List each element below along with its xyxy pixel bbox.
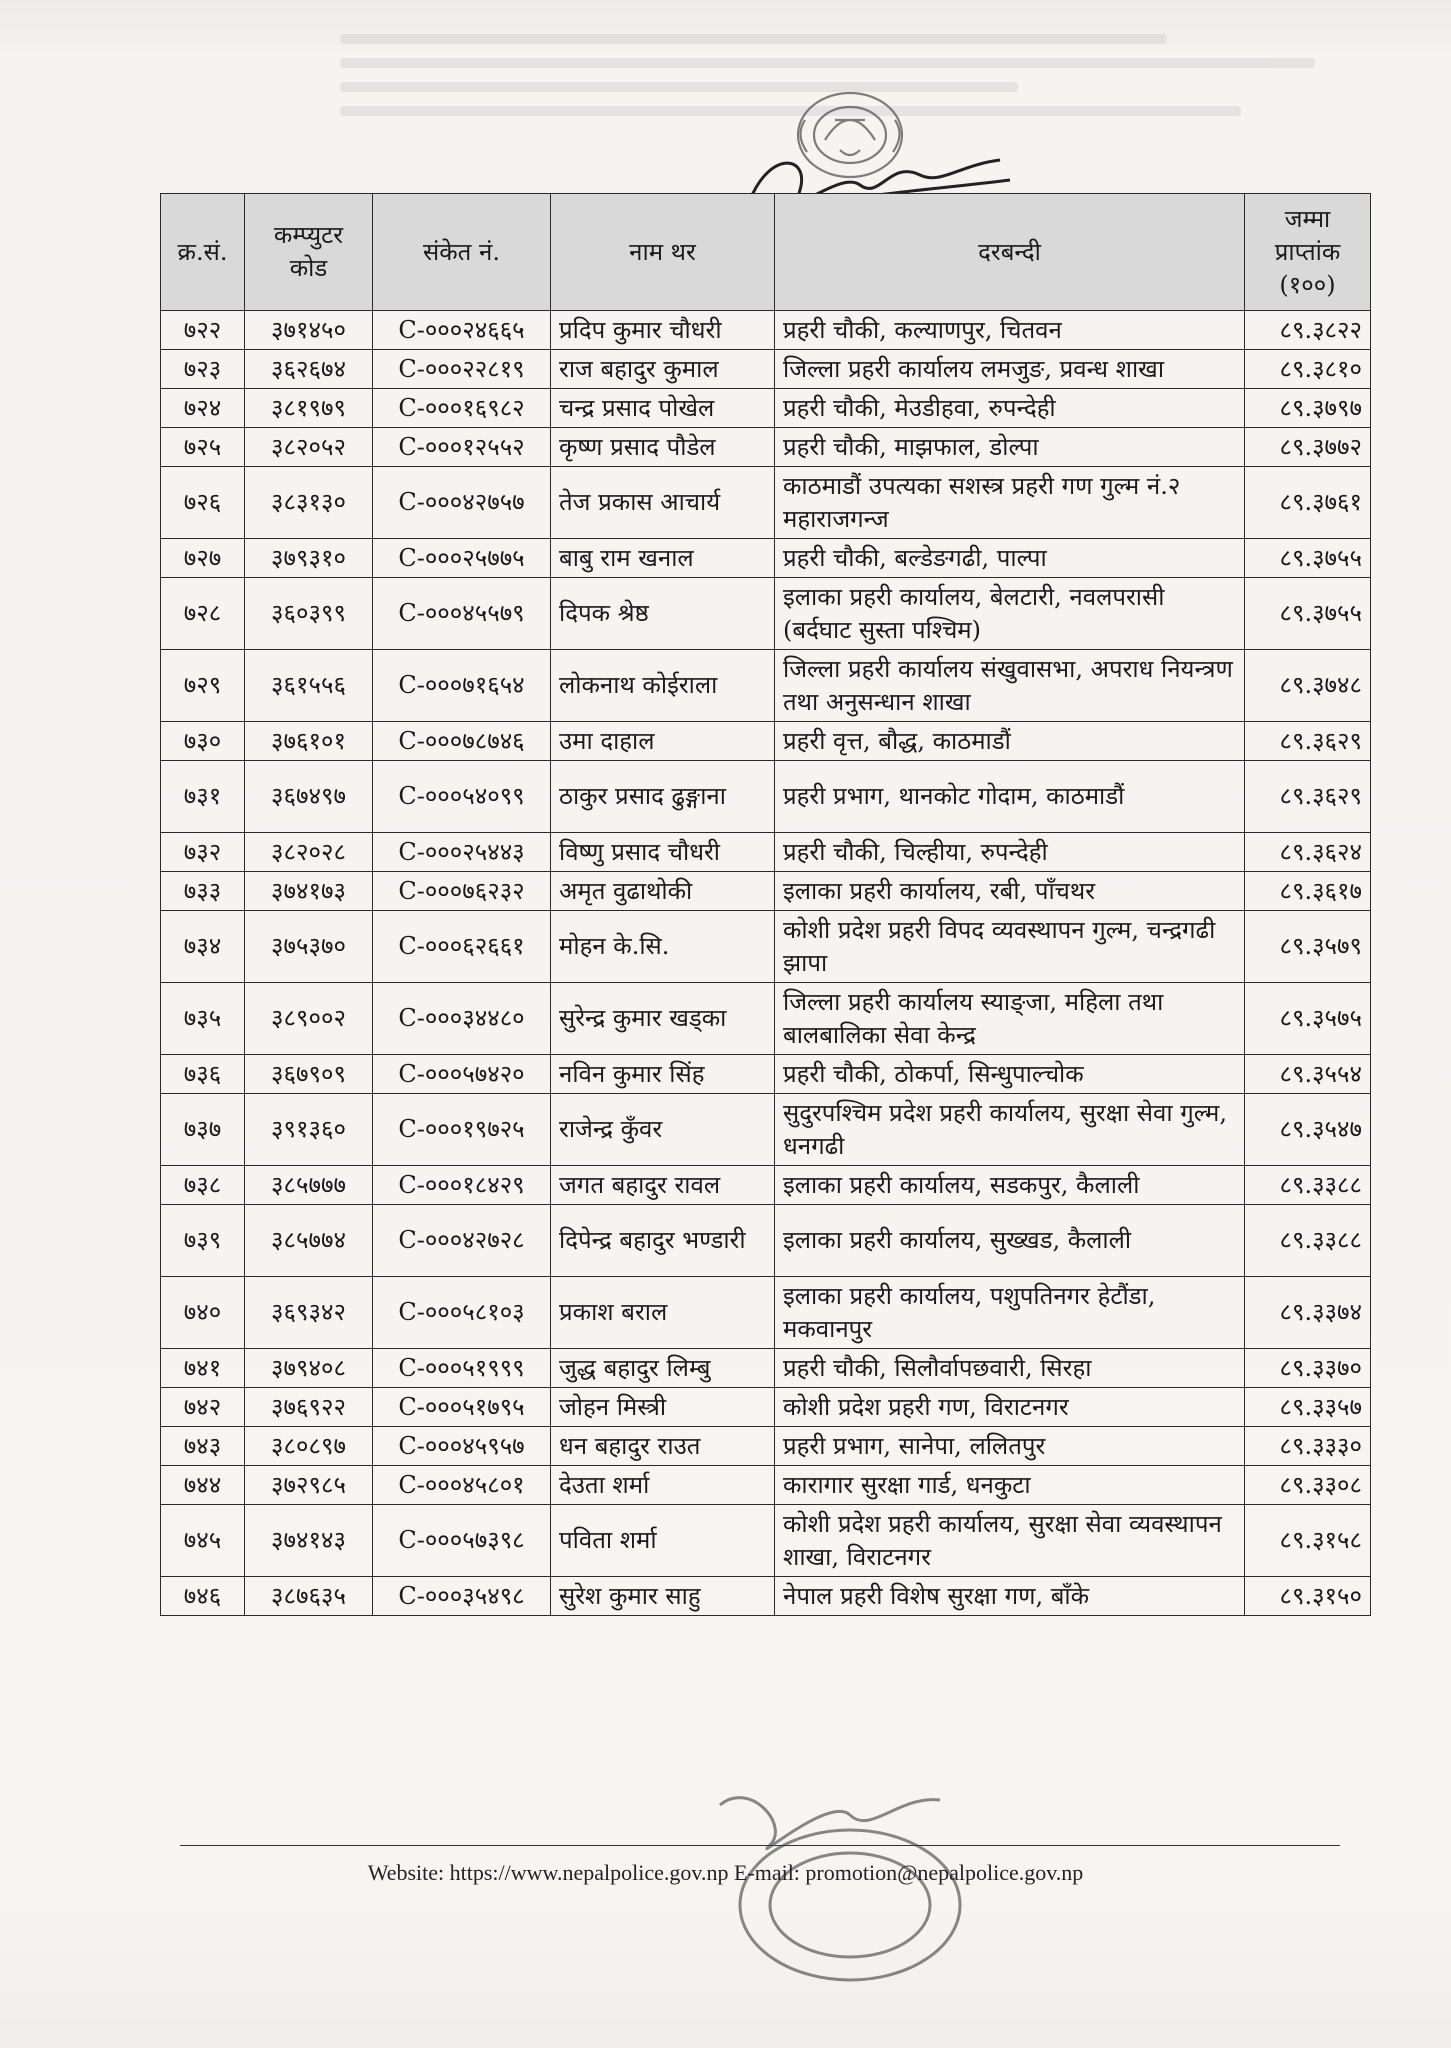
computer-code-cell: ३८३१३० — [245, 467, 373, 539]
table-row — [161, 1277, 1371, 1349]
total-score-cell: ८९.३७५५ — [1245, 578, 1371, 650]
name-cell: देउता शर्मा — [551, 1466, 775, 1505]
header-code-line2: कोड — [289, 254, 328, 282]
symbol-number-cell: C-०००२५४४३ — [373, 833, 551, 872]
total-score-cell: ८९.३५४७ — [1245, 1094, 1371, 1166]
total-score-cell: ८९.३१५० — [1245, 1577, 1371, 1616]
name-cell: अमृत वुढाथोकी — [551, 872, 775, 911]
name-cell: धन बहादुर राउत — [551, 1427, 775, 1466]
computer-code-cell: ३७९४०८ — [245, 1349, 373, 1388]
name-cell: पविता शर्मा — [551, 1505, 775, 1577]
symbol-number-cell: C-०००२४६६५ — [373, 311, 551, 350]
post-cell: इलाका प्रहरी कार्यालय, सडकपुर, कैलाली — [775, 1166, 1245, 1205]
table-row — [161, 650, 1371, 722]
serial-cell: ७२२ — [161, 311, 245, 350]
table-row — [161, 1055, 1371, 1094]
post-cell: प्रहरी चौकी, सिलौर्वापछवारी, सिरहा — [775, 1349, 1245, 1388]
post-cell: नेपाल प्रहरी विशेष सुरक्षा गण, बाँके — [775, 1577, 1245, 1616]
computer-code-cell: ३६१५५६ — [245, 650, 373, 722]
header-symbol-number: संकेत नं. — [373, 194, 551, 311]
symbol-number-cell: C-०००४२७२८ — [373, 1205, 551, 1277]
post-cell: कोशी प्रदेश प्रहरी गण, विराटनगर — [775, 1388, 1245, 1427]
header-score-line2: प्राप्तांक — [1274, 237, 1341, 266]
total-score-cell: ८९.३७७२ — [1245, 428, 1371, 467]
name-cell: प्रदिप कुमार चौधरी — [551, 311, 775, 350]
computer-code-cell: ३८९००२ — [245, 983, 373, 1055]
serial-cell: ७२९ — [161, 650, 245, 722]
table-row — [161, 833, 1371, 872]
computer-code-cell: ३६७४९७ — [245, 761, 373, 833]
serial-cell: ७३९ — [161, 1205, 245, 1277]
serial-cell: ७३२ — [161, 833, 245, 872]
computer-code-cell: ३८०८९७ — [245, 1427, 373, 1466]
total-score-cell: ८९.३७६१ — [1245, 467, 1371, 539]
total-score-cell: ८९.३६१७ — [1245, 872, 1371, 911]
serial-cell: ७३३ — [161, 872, 245, 911]
table-row — [161, 761, 1371, 833]
header-code-line1: कम्प्युटर — [273, 221, 344, 249]
computer-code-cell: ३८१९७९ — [245, 389, 373, 428]
total-score-cell: ८९.३३७४ — [1245, 1277, 1371, 1349]
table-row — [161, 428, 1371, 467]
symbol-number-cell: C-०००५७४२० — [373, 1055, 551, 1094]
name-cell: राजेन्द्र कुँवर — [551, 1094, 775, 1166]
serial-cell: ७२७ — [161, 539, 245, 578]
serial-cell: ७२४ — [161, 389, 245, 428]
header-score-line3: (१००) — [1279, 270, 1336, 299]
name-cell: जुद्ध बहादुर लिम्बु — [551, 1349, 775, 1388]
name-cell: कृष्ण प्रसाद पौडेल — [551, 428, 775, 467]
serial-cell: ७३५ — [161, 983, 245, 1055]
computer-code-cell: ३७४१४३ — [245, 1505, 373, 1577]
name-cell: चन्द्र प्रसाद पोखेल — [551, 389, 775, 428]
serial-cell: ७३७ — [161, 1094, 245, 1166]
total-score-cell: ८९.३३८८ — [1245, 1205, 1371, 1277]
post-cell: जिल्ला प्रहरी कार्यालय संखुवासभा, अपराध नियन्त्रण तथा अनुसन्धान शाखा — [775, 650, 1245, 722]
table-row — [161, 467, 1371, 539]
total-score-cell: ८९.३५५४ — [1245, 1055, 1371, 1094]
post-cell: इलाका प्रहरी कार्यालय, बेलटारी, नवलपरासी (बर्दघाट सुस्ता पश्चिम) — [775, 578, 1245, 650]
total-score-cell: ८९.३३८८ — [1245, 1166, 1371, 1205]
computer-code-cell: ३६२६७४ — [245, 350, 373, 389]
header-computer-code — [245, 194, 373, 311]
symbol-number-cell: C-०००३४४८० — [373, 983, 551, 1055]
name-cell: ठाकुर प्रसाद ढुङ्गाना — [551, 761, 775, 833]
symbol-number-cell: C-०००४२७५७ — [373, 467, 551, 539]
total-score-cell: ८९.३३०८ — [1245, 1466, 1371, 1505]
serial-cell: ७२५ — [161, 428, 245, 467]
computer-code-cell: ३८२०२८ — [245, 833, 373, 872]
table-row — [161, 539, 1371, 578]
computer-code-cell: ३७५३७० — [245, 911, 373, 983]
post-cell: सुदुरपश्चिम प्रदेश प्रहरी कार्यालय, सुरक्षा सेवा गुल्म, धनगढी — [775, 1094, 1245, 1166]
serial-cell: ७४१ — [161, 1349, 245, 1388]
symbol-number-cell: C-०००४५९५७ — [373, 1427, 551, 1466]
post-cell: प्रहरी चौकी, ठोकर्पा, सिन्धुपाल्चोक — [775, 1055, 1245, 1094]
footer-contact: Website: https://www.nepalpolice.gov.np E-mail: promotion@nepalpolice.gov.np — [367, 1860, 1084, 1885]
total-score-cell: ८९.३३७० — [1245, 1349, 1371, 1388]
symbol-number-cell: C-०००१८४२९ — [373, 1166, 551, 1205]
table-row — [161, 1577, 1371, 1616]
post-cell: प्रहरी चौकी, मेउडीहवा, रुपन्देही — [775, 389, 1245, 428]
symbol-number-cell: C-०००६२६६१ — [373, 911, 551, 983]
name-cell: मोहन के.सि. — [551, 911, 775, 983]
name-cell: राज बहादुर कुमाल — [551, 350, 775, 389]
serial-cell: ७३१ — [161, 761, 245, 833]
total-score-cell: ८९.३६२४ — [1245, 833, 1371, 872]
name-cell: लोकनाथ कोईराला — [551, 650, 775, 722]
total-score-cell: ८९.३७९७ — [1245, 389, 1371, 428]
table-row — [161, 389, 1371, 428]
post-cell: कारागार सुरक्षा गार्ड, धनकुटा — [775, 1466, 1245, 1505]
name-cell: नविन कुमार सिंह — [551, 1055, 775, 1094]
computer-code-cell: ३८७६३५ — [245, 1577, 373, 1616]
post-cell: इलाका प्रहरी कार्यालय, रबी, पाँचथर — [775, 872, 1245, 911]
computer-code-cell: ३७२९८५ — [245, 1466, 373, 1505]
serial-cell: ७४४ — [161, 1466, 245, 1505]
table-body — [161, 311, 1371, 1616]
name-cell: सुरेश कुमार साहु — [551, 1577, 775, 1616]
symbol-number-cell: C-०००५८१०३ — [373, 1277, 551, 1349]
header-serial: क्र.सं. — [161, 194, 245, 311]
name-cell: उमा दाहाल — [551, 722, 775, 761]
post-cell: कोशी प्रदेश प्रहरी विपद व्यवस्थापन गुल्म, चन्द्रगढी झापा — [775, 911, 1245, 983]
total-score-cell: ८९.३५७५ — [1245, 983, 1371, 1055]
post-cell: प्रहरी चौकी, बल्डेङगढी, पाल्पा — [775, 539, 1245, 578]
name-cell: सुरेन्द्र कुमार खड्का — [551, 983, 775, 1055]
table-row — [161, 872, 1371, 911]
serial-cell: ७२३ — [161, 350, 245, 389]
post-cell: इलाका प्रहरी कार्यालय, सुख्खड, कैलाली — [775, 1205, 1245, 1277]
serial-cell: ७३६ — [161, 1055, 245, 1094]
computer-code-cell: ३६७९०९ — [245, 1055, 373, 1094]
serial-cell: ७२८ — [161, 578, 245, 650]
total-score-cell: ८९.३८१० — [1245, 350, 1371, 389]
post-cell: प्रहरी चौकी, चिल्हीया, रुपन्देही — [775, 833, 1245, 872]
header-total-score — [1245, 194, 1371, 311]
serial-cell: ७३४ — [161, 911, 245, 983]
table-row — [161, 722, 1371, 761]
post-cell: प्रहरी चौकी, माझफाल, डोल्पा — [775, 428, 1245, 467]
total-score-cell: ८९.३३५७ — [1245, 1388, 1371, 1427]
total-score-cell: ८९.३१५८ — [1245, 1505, 1371, 1577]
post-cell: प्रहरी वृत्त, बौद्ध, काठमाडौं — [775, 722, 1245, 761]
name-cell: दिपक श्रेष्ठ — [551, 578, 775, 650]
total-score-cell: ८९.३७५५ — [1245, 539, 1371, 578]
header-score-line1: जम्मा — [1284, 204, 1331, 233]
name-cell: जगत बहादुर रावल — [551, 1166, 775, 1205]
serial-cell: ७४० — [161, 1277, 245, 1349]
total-score-cell: ८९.३७४८ — [1245, 650, 1371, 722]
symbol-number-cell: C-०००१२५५२ — [373, 428, 551, 467]
name-cell: तेज प्रकास आचार्य — [551, 467, 775, 539]
computer-code-cell: ३९१३६० — [245, 1094, 373, 1166]
name-cell: दिपेन्द्र बहादुर भण्डारी — [551, 1205, 775, 1277]
total-score-cell: ८९.३८२२ — [1245, 311, 1371, 350]
table-row — [161, 578, 1371, 650]
computer-code-cell: ३८५७७७ — [245, 1166, 373, 1205]
serial-cell: ७४५ — [161, 1505, 245, 1577]
table-row — [161, 1349, 1371, 1388]
computer-code-cell: ३८२०५२ — [245, 428, 373, 467]
table-row — [161, 1427, 1371, 1466]
total-score-cell: ८९.३६२९ — [1245, 761, 1371, 833]
promotion-results-table — [160, 193, 1371, 1616]
table-row — [161, 1388, 1371, 1427]
symbol-number-cell: C-०००७६२३२ — [373, 872, 551, 911]
serial-cell: ७४६ — [161, 1577, 245, 1616]
symbol-number-cell: C-०००७१६५४ — [373, 650, 551, 722]
table-row — [161, 911, 1371, 983]
serial-cell: ७३० — [161, 722, 245, 761]
header-post: दरबन्दी — [775, 194, 1245, 311]
name-cell: प्रकाश बराल — [551, 1277, 775, 1349]
post-cell: कोशी प्रदेश प्रहरी कार्यालय, सुरक्षा सेवा व्यवस्थापन शाखा, विराटनगर — [775, 1505, 1245, 1577]
computer-code-cell: ३८५७७४ — [245, 1205, 373, 1277]
computer-code-cell: ३७९३१० — [245, 539, 373, 578]
post-cell: जिल्ला प्रहरी कार्यालय स्याङ्जा, महिला तथा बालबालिका सेवा केन्द्र — [775, 983, 1245, 1055]
symbol-number-cell: C-०००५१९९९ — [373, 1349, 551, 1388]
symbol-number-cell: C-०००५१७९५ — [373, 1388, 551, 1427]
table-row — [161, 983, 1371, 1055]
symbol-number-cell: C-०००५४०९९ — [373, 761, 551, 833]
post-cell: प्रहरी चौकी, कल्याणपुर, चितवन — [775, 311, 1245, 350]
table-row — [161, 311, 1371, 350]
post-cell: प्रहरी प्रभाग, थानकोट गोदाम, काठमाडौं — [775, 761, 1245, 833]
total-score-cell: ८९.३३३० — [1245, 1427, 1371, 1466]
serial-cell: ७४३ — [161, 1427, 245, 1466]
serial-cell: ७३८ — [161, 1166, 245, 1205]
total-score-cell: ८९.३५७९ — [1245, 911, 1371, 983]
serial-cell: ७४२ — [161, 1388, 245, 1427]
symbol-number-cell: C-०००४५५७९ — [373, 578, 551, 650]
symbol-number-cell: C-०००२२८१९ — [373, 350, 551, 389]
table-row — [161, 1094, 1371, 1166]
symbol-number-cell: C-०००४५८०१ — [373, 1466, 551, 1505]
computer-code-cell: ३७६१०१ — [245, 722, 373, 761]
header-name: नाम थर — [551, 194, 775, 311]
post-cell: प्रहरी प्रभाग, सानेपा, ललितपुर — [775, 1427, 1245, 1466]
serial-cell: ७२६ — [161, 467, 245, 539]
post-cell: इलाका प्रहरी कार्यालय, पशुपतिनगर हेटौंडा, मकवानपुर — [775, 1277, 1245, 1349]
symbol-number-cell: C-०००२५७७५ — [373, 539, 551, 578]
post-cell: जिल्ला प्रहरी कार्यालय लमजुङ, प्रवन्ध शाखा — [775, 350, 1245, 389]
computer-code-cell: ३७१४५० — [245, 311, 373, 350]
total-score-cell: ८९.३६२९ — [1245, 722, 1371, 761]
table-row — [161, 1166, 1371, 1205]
table-row — [161, 1205, 1371, 1277]
symbol-number-cell: C-०००१६९८२ — [373, 389, 551, 428]
table-header-row — [161, 194, 1371, 311]
table-row — [161, 1466, 1371, 1505]
table-row — [161, 1505, 1371, 1577]
symbol-number-cell: C-०००५७३९८ — [373, 1505, 551, 1577]
computer-code-cell: ३७६९२२ — [245, 1388, 373, 1427]
post-cell: काठमाडौं उपत्यका सशस्त्र प्रहरी गण गुल्म नं.२ महाराजगन्ज — [775, 467, 1245, 539]
name-cell: बाबु राम खनाल — [551, 539, 775, 578]
table-row — [161, 350, 1371, 389]
name-cell: जोहन मिस्त्री — [551, 1388, 775, 1427]
symbol-number-cell: C-०००३५४९८ — [373, 1577, 551, 1616]
computer-code-cell: ३६०३९९ — [245, 578, 373, 650]
computer-code-cell: ३७४१७३ — [245, 872, 373, 911]
name-cell: विष्णु प्रसाद चौधरी — [551, 833, 775, 872]
symbol-number-cell: C-०००१९७२५ — [373, 1094, 551, 1166]
computer-code-cell: ३६९३४२ — [245, 1277, 373, 1349]
symbol-number-cell: C-०००७८७४६ — [373, 722, 551, 761]
